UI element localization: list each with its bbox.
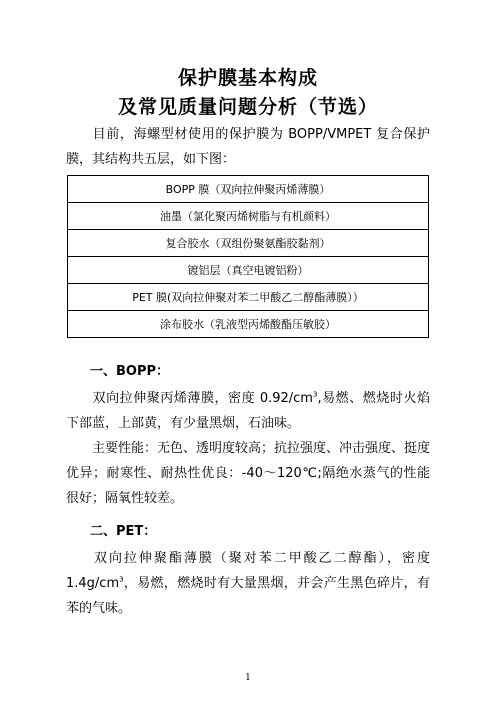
document-title-line1: 保护膜基本构成 — [177, 67, 318, 89]
layer-row — [68, 203, 429, 230]
intro-text: 目前，海螺型材使用的保护膜为 BOPP/VMPET 复合保护膜，其结构共五层，如下图： — [66, 127, 430, 167]
layer-cell: 镀铝层（真空电镀铝粉） — [68, 257, 429, 284]
section-heading-pet: 二、PET： — [90, 524, 157, 539]
bopp-paragraph-2: 主要性能：无色、透明度较高；抗拉强度、冲击强度、挺度优异；耐寒性、耐热性优良：-40～120℃;隔绝水蒸气的性能很好；隔氧性较差。 — [66, 441, 431, 506]
pet-paragraph-1: 双向拉伸聚酯薄膜（聚对苯二甲酸乙二醇酯），密度 $1.4g/cm^3$，易燃，燃烧时有大量黑烟，并会产生黑色碎片，有苯的气味。 — [66, 551, 430, 616]
layer-cell: PET 膜(双向拉伸聚对苯二甲酸乙二醇酯薄膜）） — [68, 284, 429, 311]
page-number: 1 — [245, 673, 251, 683]
film-layer-structure-table — [67, 175, 429, 338]
layer-cell: 复合胶水（双组份聚氨酯胶黏剂） — [68, 230, 429, 257]
layer-row — [68, 176, 429, 203]
bopp-paragraph-1: 双向拉伸聚丙烯薄膜，密度 $0.92/cm^3$,易燃、燃烧时火焰下部蓝，上部黄，有少量黑烟，石油味。 — [66, 390, 430, 431]
layer-row — [68, 257, 429, 284]
layer-row — [68, 230, 429, 257]
layer-cell: 涂布胶水（乳液型丙烯酸酯压敏胶） — [68, 311, 429, 338]
layer-cell: BOPP 膜（双向拉伸聚丙烯薄膜） — [68, 176, 429, 203]
layer-row — [68, 284, 429, 311]
layer-row — [68, 311, 429, 338]
section-heading-bopp: 一、BOPP： — [90, 364, 170, 379]
document-title-line2: 及常见质量问题分析（节选） — [117, 96, 378, 118]
intro-paragraph — [66, 122, 430, 172]
layer-cell: 油墨（氯化聚丙烯树脂与有机颜料） — [68, 203, 429, 230]
